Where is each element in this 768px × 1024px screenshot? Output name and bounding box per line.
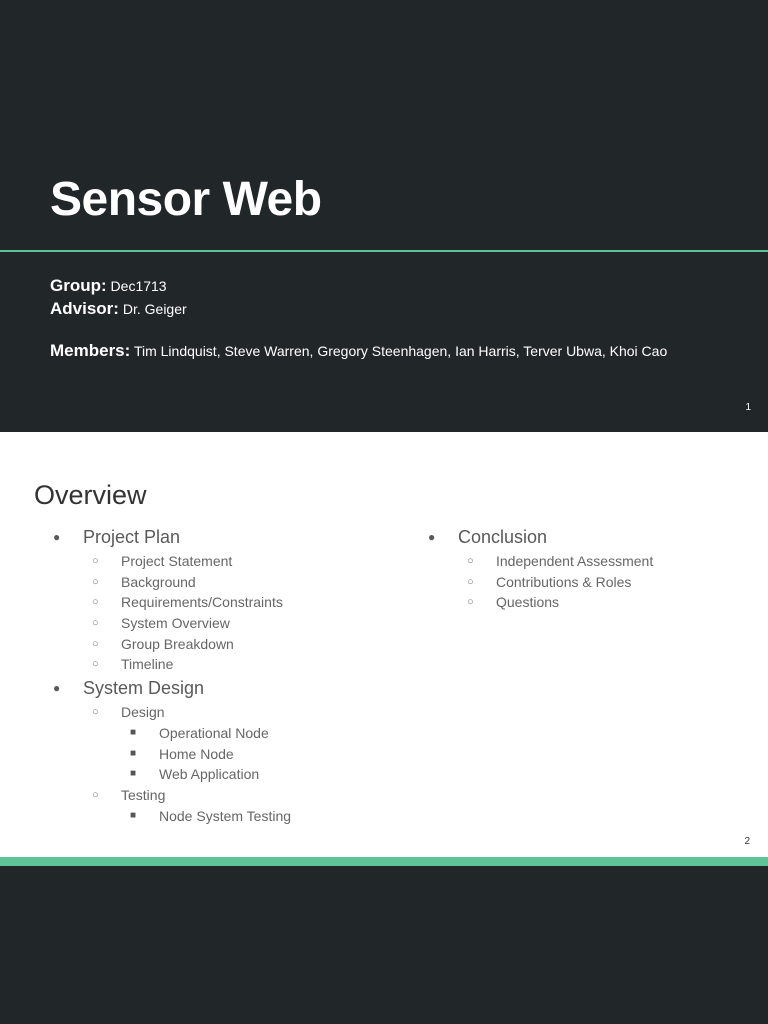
outline-item-text: Node System Testing: [159, 807, 292, 824]
outline-item: [50, 524, 291, 551]
hollow-circle-bullet-icon: ○: [92, 788, 99, 801]
hollow-circle-bullet-icon: ○: [92, 575, 99, 588]
outline-item-text: Background: [121, 573, 196, 590]
advisor-label: Advisor:: [50, 299, 119, 318]
filled-circle-bullet-icon: ●: [53, 681, 61, 696]
accent-bar: [0, 857, 768, 866]
members-value: Tim Lindquist, Steve Warren, Gregory Steenhagen, Ian Harris, Terver Ubwa, Khoi Cao: [133, 343, 668, 359]
outline-item-text: Project Statement: [121, 553, 233, 569]
outline-item-text: Questions: [496, 594, 560, 611]
group-line: [50, 276, 167, 296]
hollow-circle-bullet-icon: ○: [467, 596, 474, 609]
outline-item-text: System Design: [83, 678, 205, 699]
outline-item-text: Group Breakdown: [121, 635, 234, 652]
square-bullet-icon: ■: [130, 747, 137, 759]
hollow-circle-bullet-icon: ○: [92, 706, 99, 719]
hollow-circle-bullet-icon: ○: [467, 555, 474, 567]
members-line: [50, 341, 667, 361]
outline-item-text: Project Plan: [83, 527, 181, 547]
filled-circle-bullet-icon: ●: [428, 530, 436, 544]
group-value: Dec1713: [110, 278, 167, 294]
outline-item-text: Timeline: [121, 656, 174, 673]
page-number: 1: [745, 402, 751, 413]
outline-item: [50, 551, 291, 572]
members-label: Members:: [50, 341, 131, 360]
outline-item: [50, 723, 291, 744]
group-label: Group:: [50, 276, 107, 295]
outline-item: [50, 634, 291, 655]
outline-item: [50, 764, 291, 785]
outline-item: [425, 551, 653, 572]
filled-circle-bullet-icon: ●: [53, 530, 61, 544]
overview-slide: [0, 432, 768, 858]
outline-right-column: [425, 524, 653, 613]
hollow-circle-bullet-icon: ○: [467, 575, 474, 588]
outline-item: [50, 613, 291, 634]
outline-item-text: Operational Node: [159, 724, 269, 741]
outline-item-text: Home Node: [159, 745, 234, 762]
advisor-value: Dr. Geiger: [122, 301, 187, 317]
outline-item-text: System Overview: [121, 615, 230, 632]
outline-item-text: Independent Assessment: [496, 553, 654, 569]
outline-item-text: Design: [121, 704, 165, 721]
overview-heading: Overview: [34, 480, 147, 510]
page-number: 2: [744, 836, 750, 847]
outline-item-text: Web Application: [159, 766, 260, 783]
outline-item: [50, 675, 291, 702]
outline-item-text: Requirements/Constraints: [121, 594, 283, 611]
outline-item-text: Testing: [121, 786, 166, 803]
outline-item: [50, 806, 291, 827]
square-bullet-icon: ■: [130, 726, 137, 738]
advisor-line: [50, 299, 187, 319]
hollow-circle-bullet-icon: ○: [92, 555, 99, 567]
outline-item: [50, 744, 291, 765]
outline-item-text: Conclusion: [458, 527, 548, 547]
slide-title: Sensor Web: [50, 173, 322, 226]
square-bullet-icon: ■: [130, 809, 137, 821]
outline-left-column: [50, 524, 291, 826]
title-slide: [0, 0, 768, 432]
hollow-circle-bullet-icon: ○: [92, 617, 99, 630]
accent-divider: [0, 250, 768, 252]
outline-item: [425, 572, 653, 593]
outline-item: [425, 592, 653, 613]
hollow-circle-bullet-icon: ○: [92, 596, 99, 609]
outline-item: [50, 654, 291, 675]
outline-item: [50, 572, 291, 593]
outline-item: [50, 592, 291, 613]
hollow-circle-bullet-icon: ○: [92, 658, 99, 671]
outline-item: [50, 702, 291, 723]
square-bullet-icon: ■: [130, 768, 137, 780]
outline-item: [50, 785, 291, 806]
hollow-circle-bullet-icon: ○: [92, 637, 99, 650]
outline-item: [425, 524, 653, 551]
outline-item-text: Contributions & Roles: [496, 573, 632, 590]
